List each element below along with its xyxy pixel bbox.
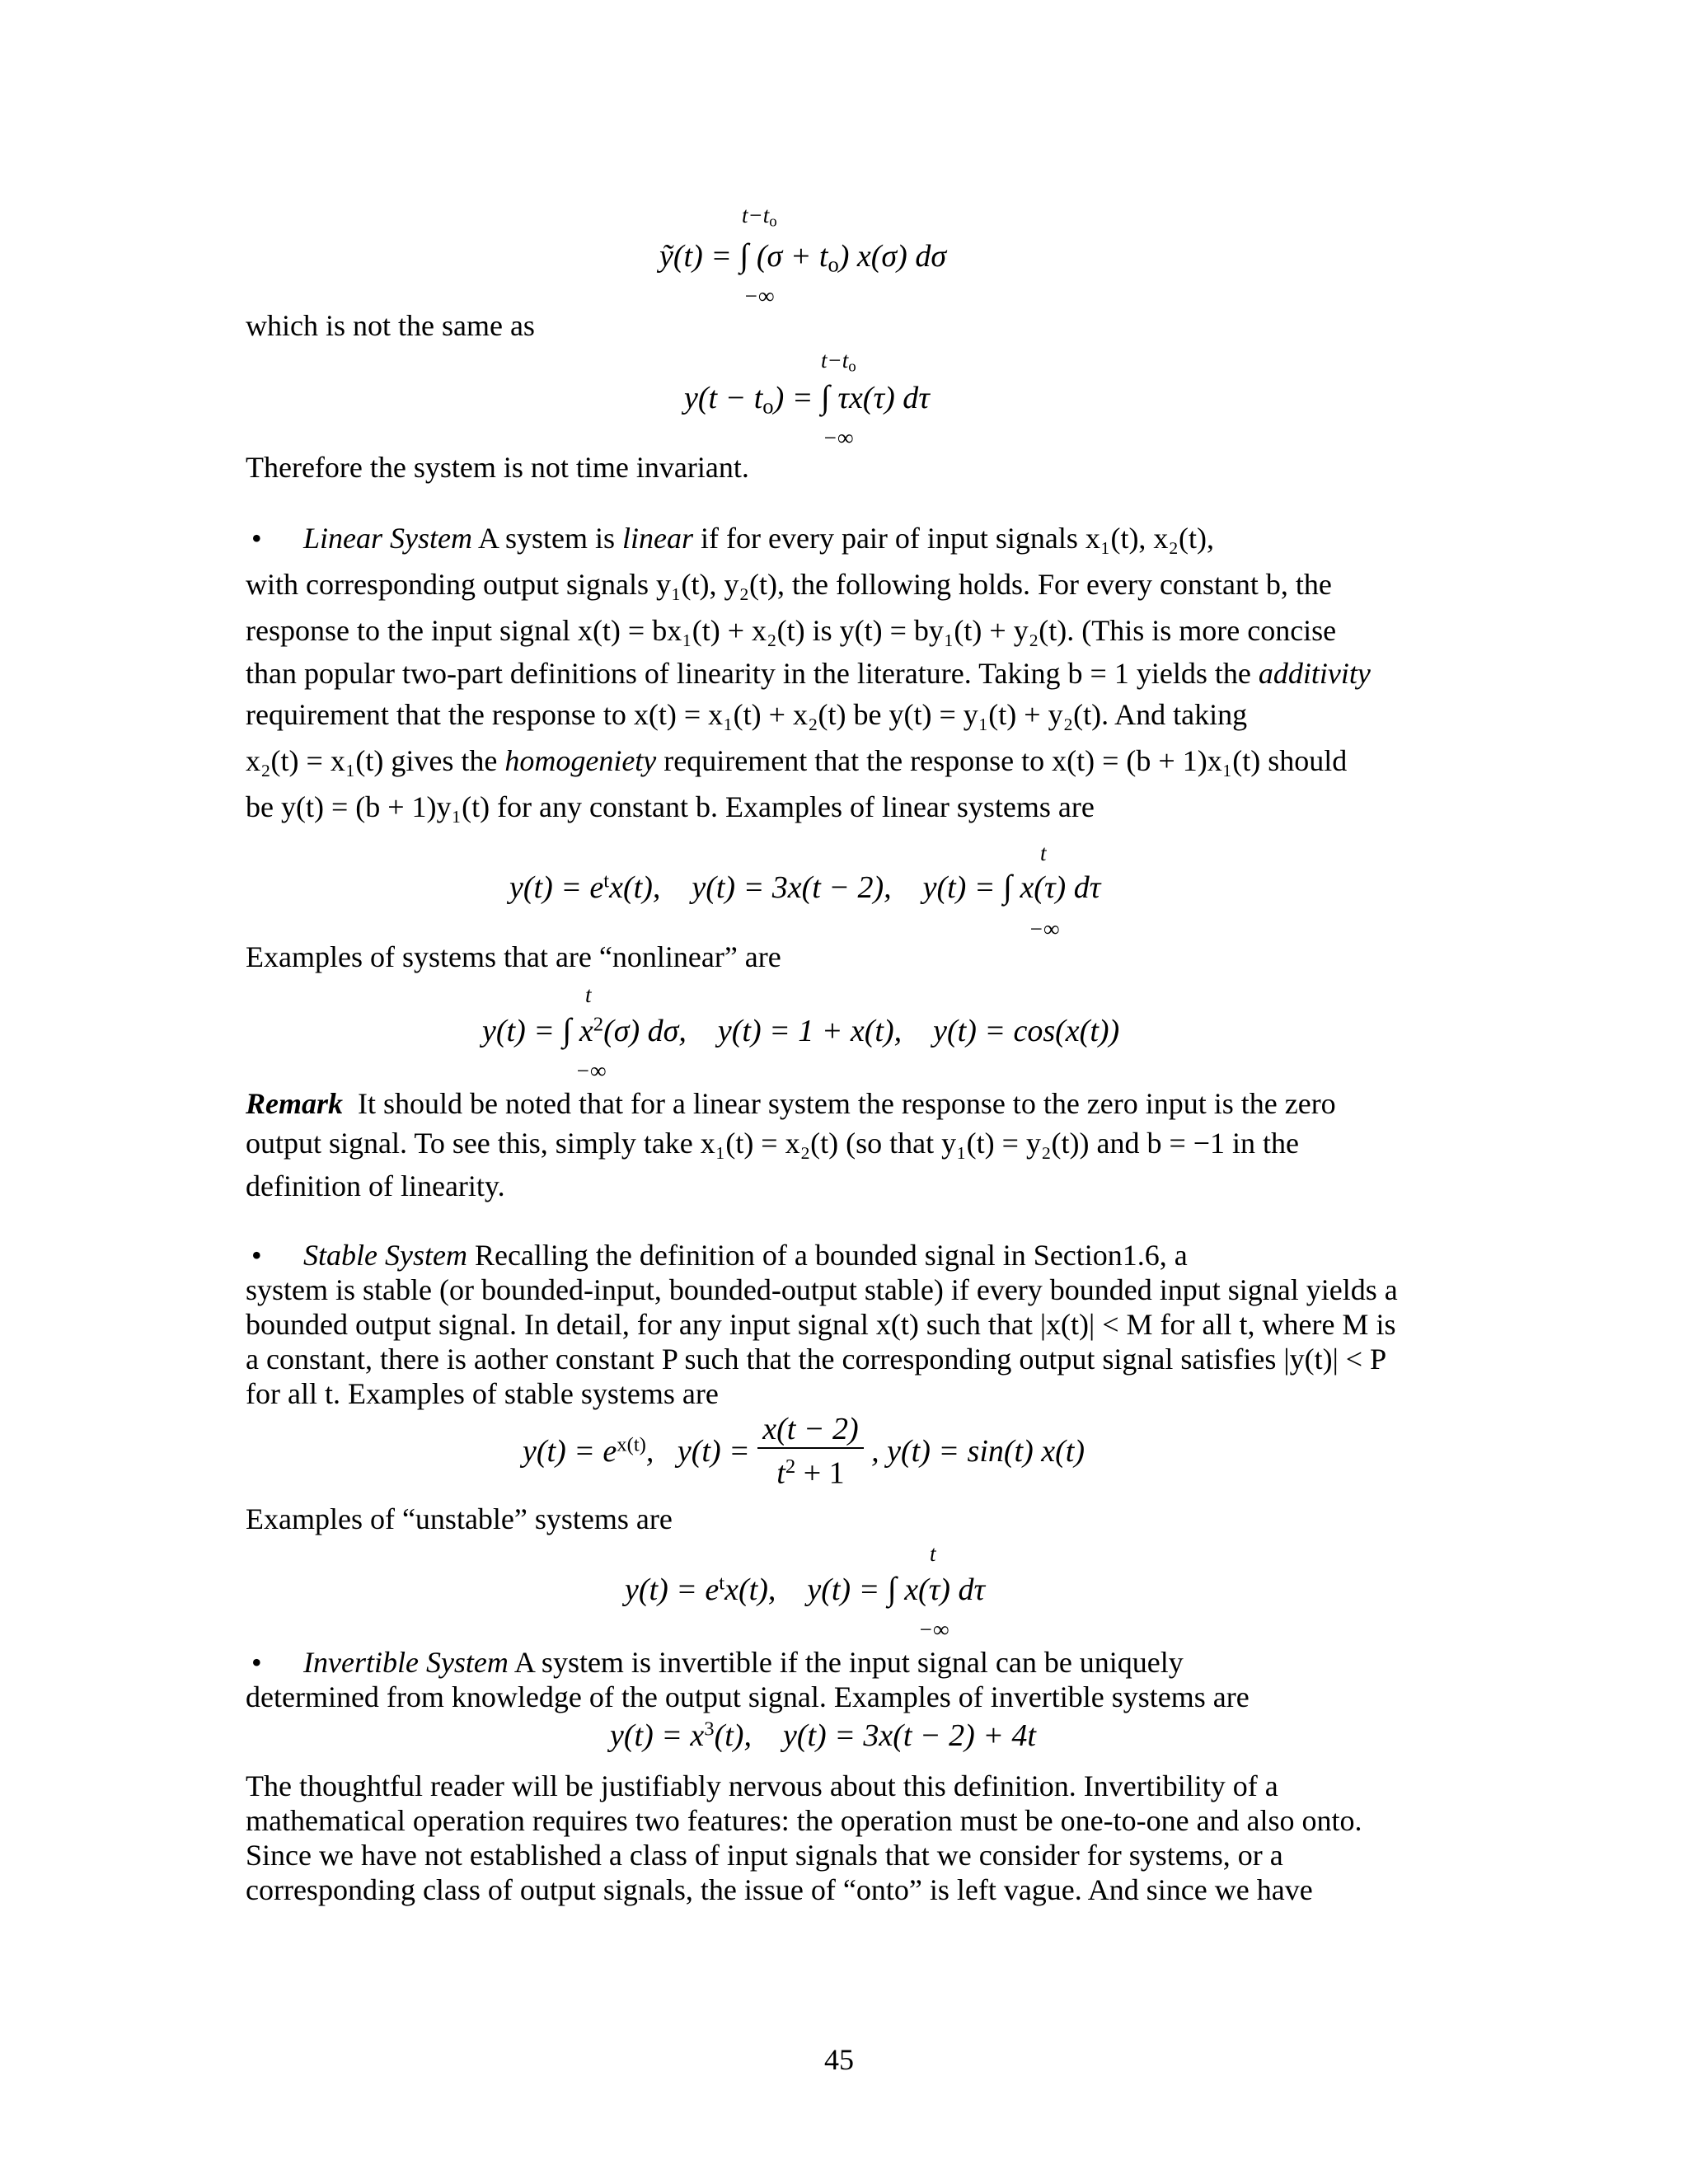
eq1-upper-limit: $t-t_o$ <box>742 203 777 231</box>
nonlinear-eq: y(t) = ∫ $x^2(\sigma)$ dσ, y(t) = 1 + x(t), y(t) = cos(x(t)) <box>482 1011 1120 1048</box>
invertible-line-3: The thoughtful reader will be justifiably nervous about this definition. Invertibility of a <box>246 1769 1278 1802</box>
linear-examples-eq: $y(t) = e^tx(t)$, y(t) = 3x(t − 2), y(t) = ∫ x(τ) dτ <box>509 868 1101 905</box>
remark-line-2: output signal. To see this, simply take x₁(t) = x₂(t) (so that y₁(t) = y₂(t)) and b = −1 in the <box>246 1127 1300 1160</box>
unstable-eq: $y(t) = e^tx(t)$, y(t) = ∫ x(τ) dτ <box>625 1570 986 1607</box>
linear-line-6: x₂(t) = x₁(t) gives the homogeniety requirement that the response to x(t) = (b + 1)x₁(t) should <box>246 744 1348 777</box>
eq1: ỹ(t) = ∫ $(\sigma + t_o)$ x(σ) dσ <box>659 237 947 277</box>
linear-line-7: be y(t) = (b + 1)y₁(t) for any constant b. Examples of linear systems are <box>246 790 1095 823</box>
stable-examples-eq: $y(t) = e^{x(t)}$, y(t) = $\frac{x(t - 2)}{t^2 + 1}$ , y(t) = sin(t) x(t) <box>523 1412 1085 1491</box>
eq1-lower-limit: −∞ <box>743 284 775 308</box>
fraction: $\frac{x(t - 2)}{t^2 + 1}$ <box>757 1411 863 1491</box>
stable-line-5: for all t. Examples of stable systems are <box>246 1377 719 1410</box>
bullet-icon: • <box>251 1239 262 1272</box>
integral-sign: ∫ <box>887 1570 897 1607</box>
integral-sign: ∫ <box>820 378 830 415</box>
nonlinear-int-upper: t <box>585 982 592 1007</box>
integral-sign: ∫ <box>1002 868 1012 905</box>
page-number: 45 <box>824 2043 854 2076</box>
bullet-icon: • <box>251 1646 262 1679</box>
linear-line-3: response to the input signal x(t) = bx₁(t) + x₂(t) is y(t) = by₁(t) + y₂(t). (This is more concise <box>246 614 1337 647</box>
eq2-upper-limit: $t-t_o$ <box>821 348 856 376</box>
eq2: $y(t - t_o)$ = ∫ τx(τ) dτ <box>684 378 930 419</box>
invertible-line-5: Since we have not established a class of input signals that we consider for systems, or a <box>246 1839 1283 1872</box>
eq2-lower-limit: −∞ <box>823 425 854 450</box>
linear-line-4: than popular two-part definitions of linearity in the literature. Taking b = 1 yields the additivity <box>246 657 1371 690</box>
invertible-line-4: mathematical operation requires two features: the operation must be one-to-one and also onto. <box>246 1804 1362 1837</box>
paragraph-text: Therefore the system is not time invariant. <box>246 451 749 484</box>
integral-sign: ∫ <box>562 1011 572 1048</box>
stable-line-3: bounded output signal. In detail, for any input signal x(t) such that |x(t)| < M for all t, where M is <box>246 1308 1396 1341</box>
linear-line-1: Linear System A system is linear if for every pair of input signals x₁(t), x₂(t), <box>303 522 1214 555</box>
remark-line-3: definition of linearity. <box>246 1169 505 1202</box>
invertible-line-2: determined from knowledge of the output signal. Examples of invertible systems are <box>246 1680 1250 1713</box>
nonlinear-intro: Examples of systems that are “nonlinear” are <box>246 940 781 973</box>
nonlinear-int-lower: −∞ <box>575 1058 607 1083</box>
linear-line-5: requirement that the response to x(t) = x₁(t) + x₂(t) be y(t) = y₁(t) + y₂(t). And taking <box>246 698 1248 731</box>
invertible-line-6: corresponding class of output signals, the issue of “onto” is left vague. And since we have <box>246 1873 1313 1906</box>
unstable-int-upper: t <box>930 1541 936 1566</box>
integral-sign: ∫ <box>739 237 749 274</box>
paragraph-text: which is not the same as <box>246 309 535 342</box>
stable-line-4: a constant, there is aother constant P such that the corresponding output signal satisfies |y(t)| < P <box>246 1343 1387 1376</box>
linear-int-upper: t <box>1040 841 1047 865</box>
linear-int-lower: −∞ <box>1029 916 1060 941</box>
linear-line-2: with corresponding output signals y₁(t), y₂(t), the following holds. For every constant b, the <box>246 568 1332 601</box>
stable-line-1: Stable System Recalling the definition of a bounded signal in Section1.6, a <box>303 1239 1188 1272</box>
invertible-line-1: Invertible System A system is invertible if the input signal can be uniquely <box>303 1646 1184 1679</box>
unstable-int-lower: −∞ <box>918 1617 950 1642</box>
bullet-icon: • <box>251 522 262 555</box>
stable-line-2: system is stable (or bounded-input, bounded-output stable) if every bounded input signal yields a <box>246 1273 1398 1306</box>
remark-line-1: Remark It should be noted that for a linear system the response to the zero input is the zero <box>246 1087 1336 1120</box>
unstable-intro: Examples of “unstable” systems are <box>246 1502 673 1535</box>
invertible-examples-eq: $y(t) = x^3(t)$, y(t) = 3x(t − 2) + 4t <box>610 1718 1036 1753</box>
